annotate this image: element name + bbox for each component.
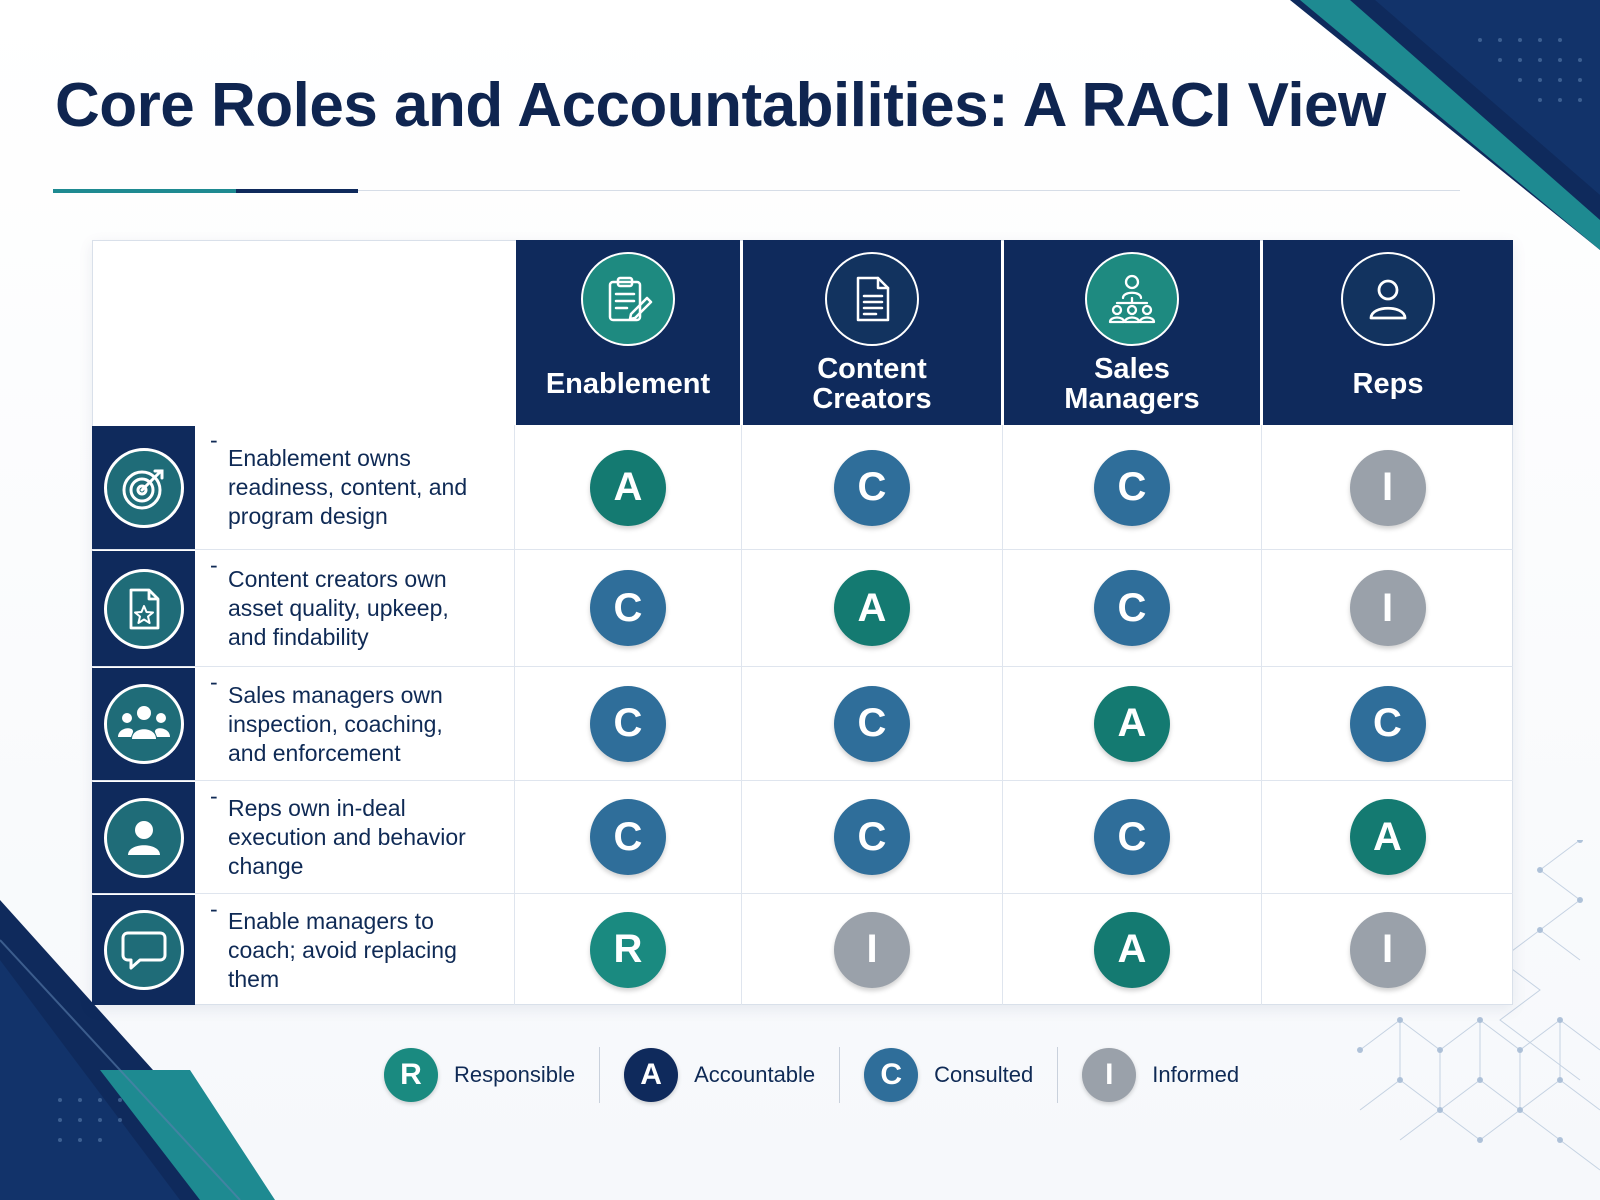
raci-badge: C	[590, 570, 666, 646]
bullet-dash: -	[210, 669, 218, 695]
raci-cell	[1003, 894, 1261, 1005]
raci-cell	[742, 781, 1002, 893]
speech-bubble-icon	[104, 910, 184, 990]
legend-label: Consulted	[934, 1062, 1034, 1087]
raci-cell	[1262, 781, 1513, 893]
legend	[360, 1040, 1263, 1110]
raci-cell	[1003, 426, 1261, 549]
raci-badge: C	[834, 799, 910, 875]
row-band	[92, 782, 195, 893]
legend-label: Informed	[1152, 1062, 1240, 1087]
legend-badge: I	[1082, 1048, 1136, 1102]
raci-cell	[1003, 550, 1261, 666]
raci-badge: I	[1350, 912, 1426, 988]
raci-badge: C	[1094, 799, 1170, 875]
raci-badge: C	[1094, 570, 1170, 646]
raci-cell	[742, 894, 1002, 1005]
row-text: Sales managers own inspection, coaching, and enforcement	[228, 681, 443, 766]
raci-cell	[515, 426, 741, 549]
raci-cell	[1003, 667, 1261, 780]
raci-badge: I	[834, 912, 910, 988]
legend-label: Responsible	[454, 1062, 576, 1087]
legend-item-consulted	[839, 1047, 1057, 1103]
document-icon	[825, 252, 919, 346]
raci-cell	[515, 550, 741, 666]
column-label: Sales Managers	[1064, 352, 1200, 415]
raci-cell	[1262, 894, 1513, 1005]
column-header-content-creators	[743, 240, 1001, 425]
row-text: Content creators own asset quality, upkeep, and findability	[228, 566, 449, 650]
raci-badge: A	[1094, 686, 1170, 762]
bullet-dash: -	[210, 783, 218, 809]
legend-badge: C	[864, 1048, 918, 1102]
raci-badge: C	[834, 450, 910, 526]
legend-item-informed	[1057, 1047, 1263, 1103]
legend-item-responsible	[360, 1047, 599, 1103]
raci-badge: A	[834, 570, 910, 646]
legend-badge: R	[384, 1048, 438, 1102]
raci-cell	[1262, 550, 1513, 666]
row-band	[92, 426, 195, 549]
legend-badge: A	[624, 1048, 678, 1102]
user-icon	[104, 798, 184, 878]
column-header-sales-managers	[1004, 240, 1260, 425]
bullet-dash: -	[210, 896, 218, 922]
raci-badge: C	[590, 799, 666, 875]
row-description	[210, 895, 510, 1005]
raci-badge: C	[590, 686, 666, 762]
row-band	[92, 895, 195, 1005]
row-description	[210, 426, 510, 549]
raci-cell	[1262, 667, 1513, 780]
raci-cell	[515, 667, 741, 780]
row-band	[92, 551, 195, 666]
raci-cell	[742, 426, 1002, 549]
raci-cell	[515, 894, 741, 1005]
row-text: Enable managers to coach; avoid replacing them	[228, 907, 457, 992]
target-icon	[104, 448, 184, 528]
document-star-icon	[104, 569, 184, 649]
raci-badge: C	[834, 686, 910, 762]
bullet-dash: -	[210, 552, 218, 578]
title-divider-accent	[53, 189, 358, 193]
legend-label: Accountable	[694, 1062, 816, 1087]
row-text: Enablement owns readiness, content, and program design	[228, 445, 468, 529]
page-title: Core Roles and Accountabilities: A RACI View	[55, 71, 1386, 140]
raci-badge: C	[1350, 686, 1426, 762]
raci-cell	[742, 667, 1002, 780]
raci-badge: I	[1350, 570, 1426, 646]
raci-cell	[742, 550, 1002, 666]
clipboard-pencil-icon	[581, 252, 675, 346]
raci-cell	[1262, 426, 1513, 549]
raci-badge: A	[1094, 912, 1170, 988]
raci-badge: R	[590, 912, 666, 988]
row-description	[210, 551, 510, 666]
raci-badge: A	[590, 450, 666, 526]
column-header-enablement	[516, 240, 740, 425]
row-text: Reps own in-deal execution and behavior change	[228, 795, 466, 879]
column-label: Content Creators	[812, 352, 932, 415]
raci-cell	[515, 781, 741, 893]
raci-cell	[1003, 781, 1261, 893]
column-label: Enablement	[545, 367, 711, 400]
row-description	[210, 668, 510, 780]
row-description	[210, 782, 510, 893]
raci-badge: A	[1350, 799, 1426, 875]
legend-item-accountable	[599, 1047, 839, 1103]
team-hierarchy-icon	[1085, 252, 1179, 346]
person-icon	[1341, 252, 1435, 346]
raci-badge: C	[1094, 450, 1170, 526]
column-label: Reps	[1352, 367, 1424, 400]
row-band	[92, 668, 195, 780]
bullet-dash: -	[210, 427, 218, 453]
raci-badge: I	[1350, 450, 1426, 526]
column-header-reps	[1263, 240, 1513, 425]
group-icon	[104, 684, 184, 764]
